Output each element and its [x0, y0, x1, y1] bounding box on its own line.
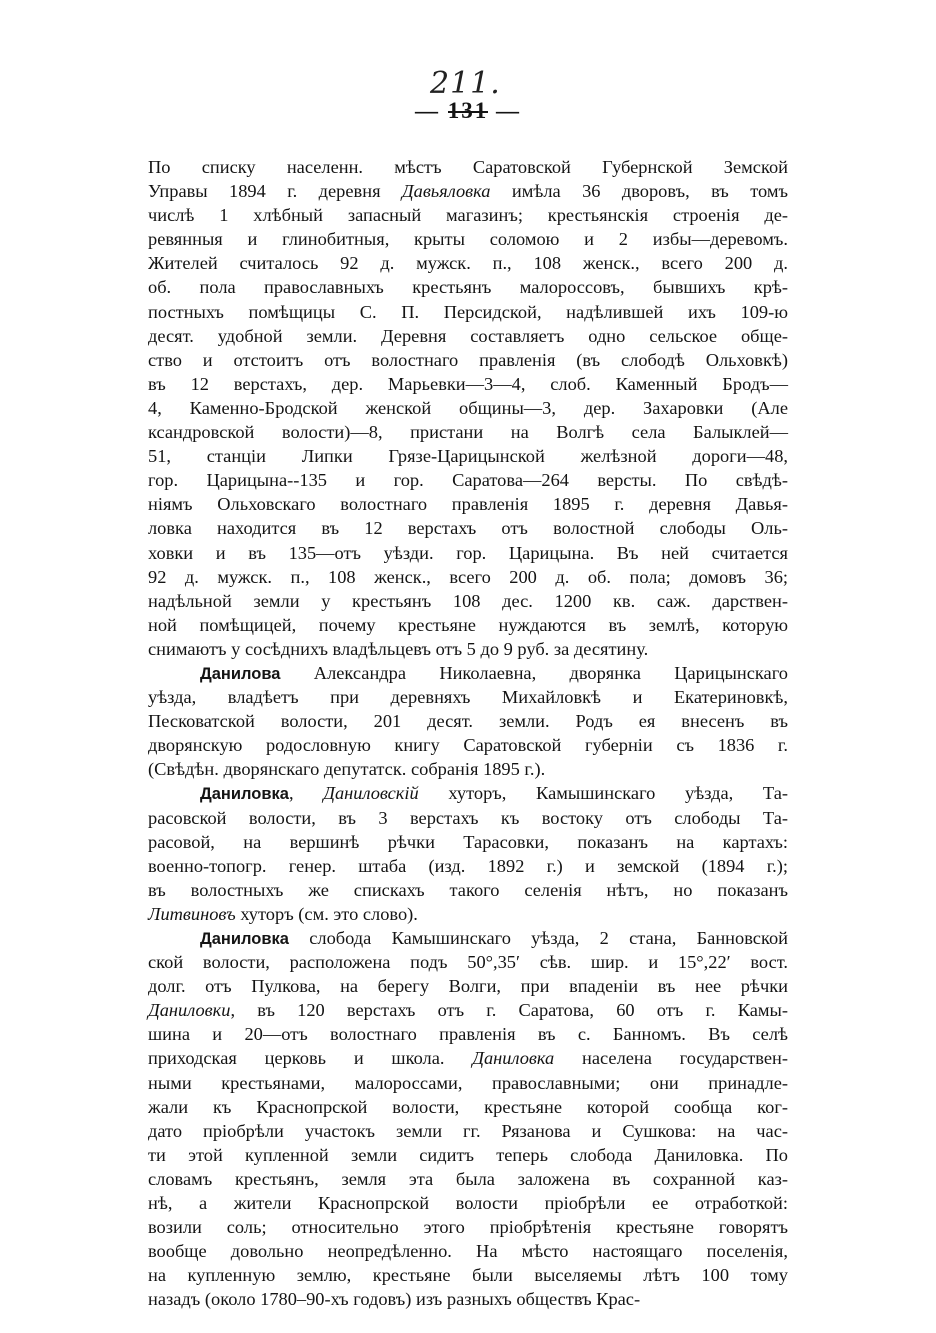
- text-run: 51, станціи Липки Грязе-Царицынской желѣзной дороги—48,: [148, 446, 788, 467]
- text-run: гор. Царицына--135 и гор. Саратова—264 версты. По свѣдѣ-: [148, 470, 788, 491]
- text-run: ти этой купленной земли сидитъ теперь слобода Даниловка. По: [148, 1144, 788, 1165]
- text-run: 92 д. мужск. п., 108 женск., всего 200 д. об. пола; домовъ 36;: [148, 566, 788, 587]
- text-run: ной помѣщицей, почему крестьяне нуждаются въ землѣ, которую: [148, 614, 788, 635]
- text-run: десят. удобной земли. Деревня составляетъ одно сельское обще-: [148, 325, 788, 346]
- text-line: [148, 155, 788, 179]
- text-line: [148, 492, 788, 516]
- text-run: ревянныя и глинобитныя, крыты соломою и 2 избы—деревомъ.: [148, 229, 788, 250]
- printed-page-number: — 131 —: [415, 98, 521, 123]
- text-run: ніямъ Ольховскаго волостнаго правленія 1895 г. деревня Давья-: [148, 494, 788, 515]
- text-line: [148, 998, 788, 1022]
- text-run: приходская церковь и школа.: [148, 1048, 473, 1069]
- text-run: назадъ (около 1780–90-хъ годовъ) изъ разныхъ обществъ Крас-: [148, 1289, 641, 1310]
- paragraph: [148, 661, 788, 781]
- text-line: [148, 926, 788, 950]
- text-run: нѣ, а жители Краснопрской волости пріобрѣли ее отработкой:: [148, 1193, 788, 1214]
- text-run: 4, Каменно-Бродской женской общины—3, дер. Захаровки (Але: [148, 397, 788, 418]
- text-line: [148, 1191, 788, 1215]
- text-run: шина и 20—отъ волостнаго правленія въ с. Банномъ. Въ селѣ: [148, 1024, 788, 1045]
- entry-heading: Даниловка: [200, 785, 289, 804]
- text-run: хуторъ, Камышинскаго уѣзда, Та-: [418, 783, 788, 804]
- text-line: [148, 830, 788, 854]
- text-line: [148, 468, 788, 492]
- text-run: постныхъ помѣщицы С. П. Персидской, надѣлившей ихъ 109-ю: [148, 301, 788, 322]
- italic-run: Литвиновъ: [148, 903, 236, 924]
- text-line: [148, 1095, 788, 1119]
- text-run: Жителей считалось 92 д. мужск. п., 108 женск., всего 200 д.: [148, 253, 788, 274]
- text-line: [148, 950, 788, 974]
- text-line: [148, 1167, 788, 1191]
- handwritten-page-number: 211.: [430, 66, 501, 101]
- text-run: ,: [288, 783, 324, 804]
- text-run: ховки и въ 135—отъ уѣзди. гор. Царицына. Въ ней считается: [148, 542, 788, 563]
- text-run: населена государствен-: [554, 1048, 788, 1069]
- italic-run: Даниловки: [148, 1000, 231, 1021]
- text-run: По списку населенн. мѣстъ Саратовской Губернской Земской: [148, 157, 788, 177]
- text-line: [148, 1119, 788, 1143]
- text-line: [148, 1071, 788, 1095]
- text-line: [148, 1215, 788, 1239]
- text-run: числѣ 1 хлѣбный запасный магазинъ; крестьянскія строенія де-: [148, 205, 788, 226]
- text-run: Песковатской волости, 201 десят. земли. Родъ ея внесенъ въ: [148, 711, 788, 732]
- text-line: [148, 685, 788, 709]
- text-run: дато пріобрѣли участокъ земли гг. Рязанова и Сушкова: на час-: [148, 1120, 788, 1141]
- text-run: долг. отъ Пулкова, на берегу Волги, при впаденіи въ нее рѣчки: [148, 976, 788, 997]
- text-line: [148, 516, 788, 540]
- text-run: расовой, на вершинѣ рѣчки Тарасовки, показанъ на картахъ:: [148, 831, 788, 852]
- text-line: [148, 1143, 788, 1167]
- text-run: въ волостныхъ же спискахъ такого селенія нѣтъ, но показанъ: [148, 879, 788, 900]
- text-line: [148, 1263, 788, 1287]
- text-run: ской волости, расположена подъ 50°,35′ сѣв. шир. и 15°,22′ вост.: [148, 952, 788, 973]
- text-line: [148, 902, 788, 926]
- text-line: [148, 541, 788, 565]
- text-line: [148, 300, 788, 324]
- text-line: [148, 757, 788, 781]
- body-text: [148, 155, 788, 1312]
- text-run: Управы 1894 г. деревня: [148, 181, 402, 202]
- paragraph: [148, 926, 788, 1312]
- text-run: , въ 120 верстахъ отъ г. Саратова, 60 отъ г. Камы-: [230, 1000, 788, 1021]
- text-run: Александра Николаевна, дворянка Царицынскаго: [280, 662, 788, 683]
- text-line: [148, 444, 788, 468]
- text-run: расовской волости, въ 3 верстахъ къ востоку отъ слободы Та-: [148, 807, 788, 828]
- text-run: на купленную землю, крестьяне были выселяемы лѣтъ 100 тому: [148, 1265, 788, 1286]
- text-line: [148, 372, 788, 396]
- text-run: снимаютъ у сосѣднихъ владѣльцевъ отъ 5 до 9 руб. за десятину.: [148, 638, 649, 659]
- text-line: [148, 227, 788, 251]
- text-line: [148, 974, 788, 998]
- text-run: ловка находится въ 12 верстахъ отъ волостной слободы Оль-: [148, 518, 788, 539]
- text-line: [148, 806, 788, 830]
- text-line: [148, 637, 788, 661]
- text-line: [148, 878, 788, 902]
- text-line: [148, 589, 788, 613]
- text-run: об. пола православныхъ крестьянъ малороссовъ, бывшихъ крѣ-: [148, 277, 788, 298]
- text-line: [148, 1022, 788, 1046]
- text-run: въ 12 верстахъ, дер. Марьевки—3—4, слоб. Каменный Бродъ—: [148, 373, 788, 394]
- entry-heading: Даниловка: [200, 930, 289, 948]
- text-line: [148, 709, 788, 733]
- paragraph: [148, 781, 788, 926]
- entry-heading: Данилова: [200, 664, 281, 683]
- struck-page-number: 131: [447, 98, 489, 123]
- text-run: надѣльной земли у крестьянъ 108 дес. 1200 кв. саж. дарствен-: [148, 590, 788, 611]
- text-line: [148, 275, 788, 299]
- italic-run: Даниловка: [472, 1048, 555, 1069]
- text-run: ными крестьянами, малороссами, православными; они принадле-: [148, 1072, 788, 1093]
- text-line: [148, 251, 788, 275]
- text-line: [148, 324, 788, 348]
- text-line: [148, 661, 788, 685]
- text-line: [148, 1239, 788, 1263]
- text-line: [148, 613, 788, 637]
- text-line: [148, 1046, 788, 1070]
- text-run: ксандровской волости)—8, пристани на Волгѣ села Балыклей—: [148, 422, 788, 443]
- text-line: [148, 733, 788, 757]
- text-run: слобода Камышинскаго уѣзда, 2 стана, Банновской: [288, 928, 788, 948]
- text-run: (Свѣдѣн. дворянскаго депутатск. собранія 1895 г.).: [148, 759, 546, 780]
- text-line: [148, 1287, 788, 1311]
- italic-run: Даниловскій: [323, 783, 419, 804]
- text-line: [148, 396, 788, 420]
- text-line: [148, 781, 788, 805]
- text-run: дворянскую родословную книгу Саратовской губерніи съ 1836 г.: [148, 735, 788, 756]
- text-run: уѣзда, владѣетъ при деревняхъ Михайловкѣ и Екатериновкѣ,: [148, 687, 788, 708]
- text-line: [148, 348, 788, 372]
- text-line: [148, 179, 788, 203]
- text-run: жали къ Краснопрской волости, крестьяне которой сообща ког-: [148, 1096, 788, 1117]
- text-run: хуторъ (см. это слово).: [235, 903, 418, 924]
- text-run: словамъ крестьянъ, земля эта была заложена въ сохранной каз-: [148, 1168, 788, 1189]
- text-line: [148, 565, 788, 589]
- text-run: ство и отстоитъ отъ волостнаго правленія (въ слободѣ Ольховкѣ): [148, 349, 788, 370]
- text-line: [148, 420, 788, 444]
- text-run: военно-топогр. генер. штаба (изд. 1892 г.) и земской (1894 г.);: [148, 855, 788, 876]
- paragraph: [148, 155, 788, 661]
- text-run: имѣла 36 дворовъ, въ томъ: [490, 181, 788, 202]
- text-line: [148, 854, 788, 878]
- italic-run: Давьяловка: [401, 181, 491, 202]
- text-run: вообще довольно неопредѣленно. На мѣсто настоящаго поселенія,: [148, 1241, 788, 1262]
- text-line: [148, 203, 788, 227]
- text-run: возили соль; относительно этого пріобрѣтенія крестьяне говорятъ: [148, 1217, 788, 1238]
